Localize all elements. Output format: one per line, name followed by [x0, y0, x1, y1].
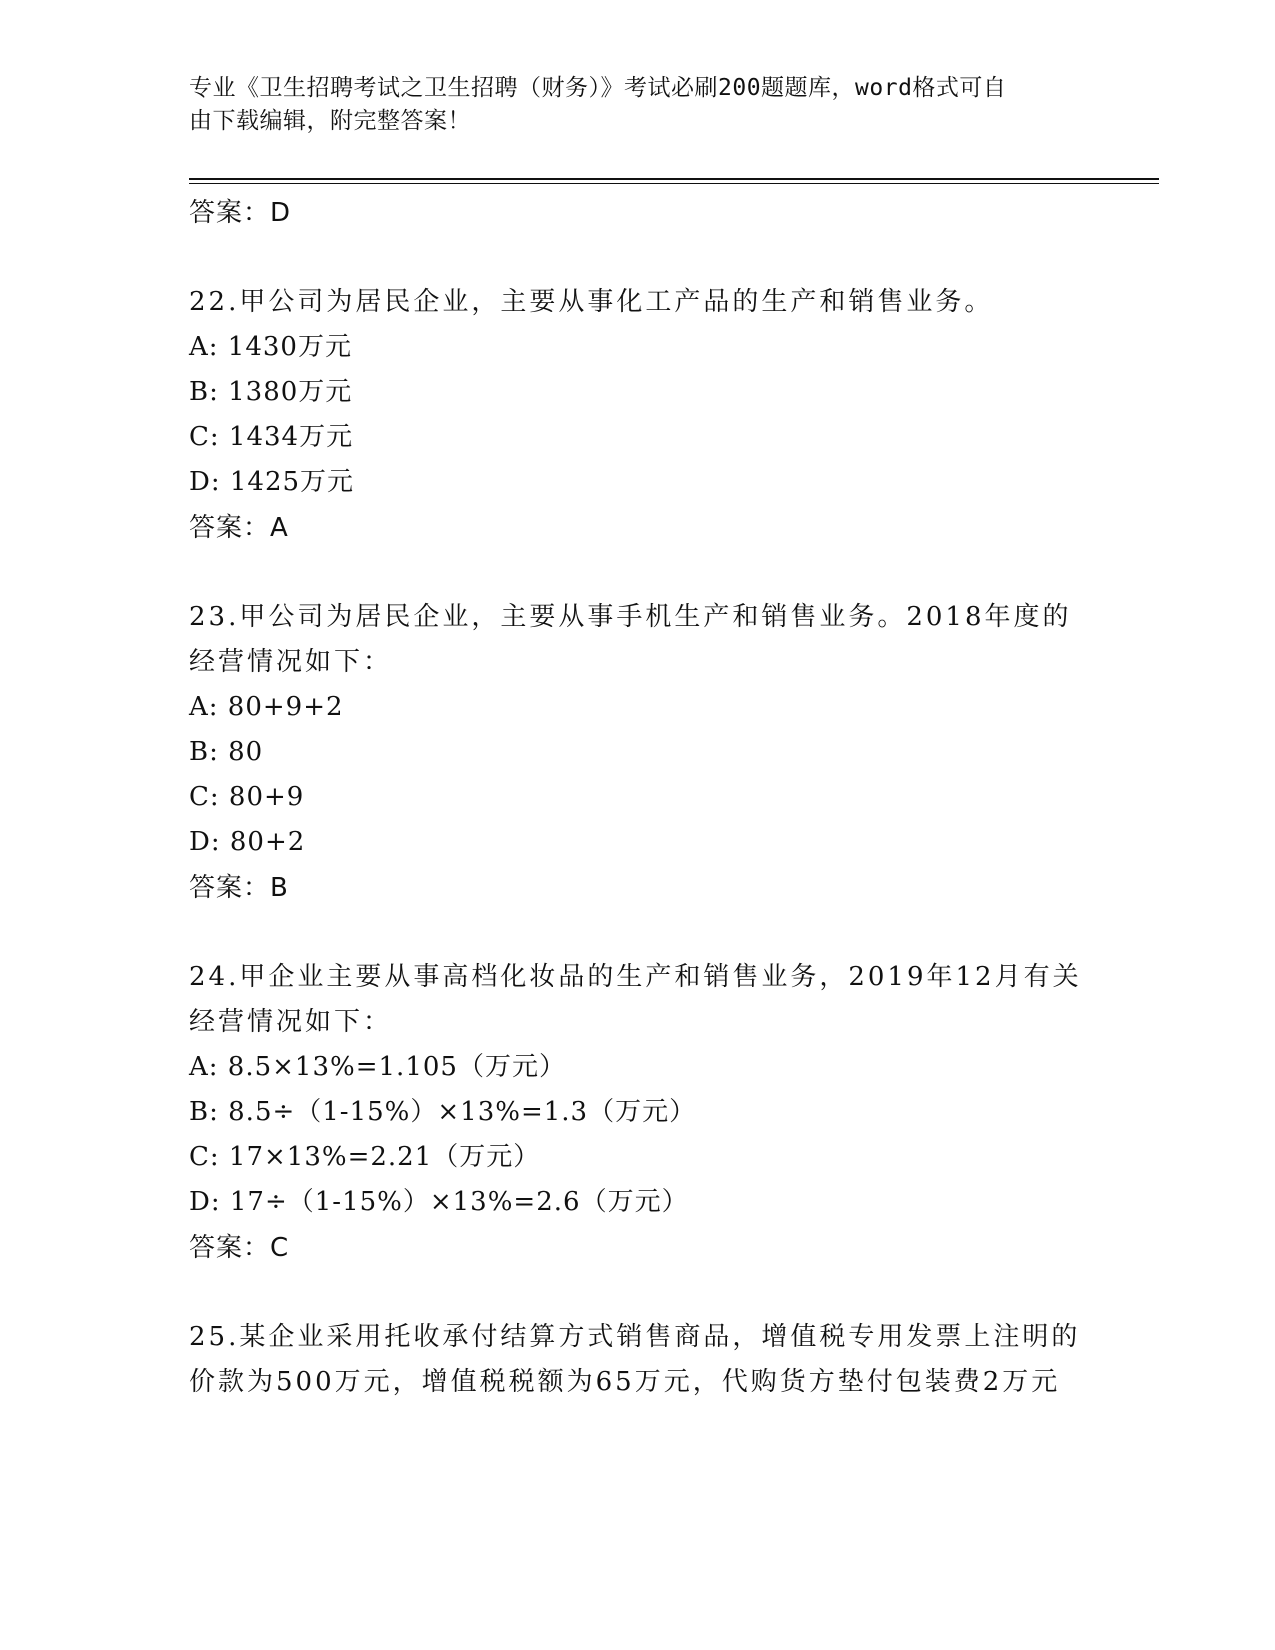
option-c: C: 17×13%=2.21（万元） [189, 1142, 541, 1172]
question-stem: 22.甲公司为居民企业，主要从事化工产品的生产和销售业务。 [189, 287, 994, 317]
question-stem: 24.甲企业主要从事高档化妆品的生产和销售业务，2019年12月有关经营情况如下： [189, 962, 1082, 1037]
option-a: A: 80+9+2 [189, 692, 344, 722]
header-divider [189, 178, 1159, 180]
answer-label: 答案：B [189, 873, 289, 903]
header-line-1: 专业《卫生招聘考试之卫生招聘（财务）》考试必刷200题题库，word格式可自 [189, 75, 1007, 101]
document-header [189, 72, 1069, 138]
option-b: B: 80 [189, 737, 264, 767]
question-25 [189, 1315, 1089, 1405]
option-b: B: 8.5÷（1-15%）×13%=1.3（万元） [189, 1097, 697, 1127]
option-d: D: 80+2 [189, 827, 306, 857]
option-c: C: 1434万元 [189, 422, 354, 452]
question-stem: 23.甲公司为居民企业，主要从事手机生产和销售业务。2018年度的经营情况如下： [189, 602, 1072, 677]
header-line-2: 由下载编辑，附完整答案！ [189, 108, 471, 134]
question-list [189, 190, 1089, 1405]
answer-label: 答案：D [189, 198, 292, 228]
option-d: D: 1425万元 [189, 467, 355, 497]
question-23 [189, 595, 1089, 911]
answer-label: 答案：C [189, 1233, 290, 1263]
option-a: A: 1430万元 [189, 332, 352, 362]
answer-label: 答案：A [189, 513, 289, 543]
header-divider-thin [189, 183, 1159, 184]
option-a: A: 8.5×13%=1.105（万元） [189, 1052, 566, 1082]
question-24 [189, 955, 1089, 1271]
question-stem: 25.某企业采用托收承付结算方式销售商品，增值税专用发票上注明的价款为500万元，增值税税额为65万元，代购货方垫付包装费2万元 [189, 1322, 1081, 1397]
option-d: D: 17÷（1-15%）×13%=2.6（万元） [189, 1187, 689, 1217]
option-b: B: 1380万元 [189, 377, 353, 407]
option-c: C: 80+9 [189, 782, 305, 812]
question-22 [189, 280, 1089, 551]
